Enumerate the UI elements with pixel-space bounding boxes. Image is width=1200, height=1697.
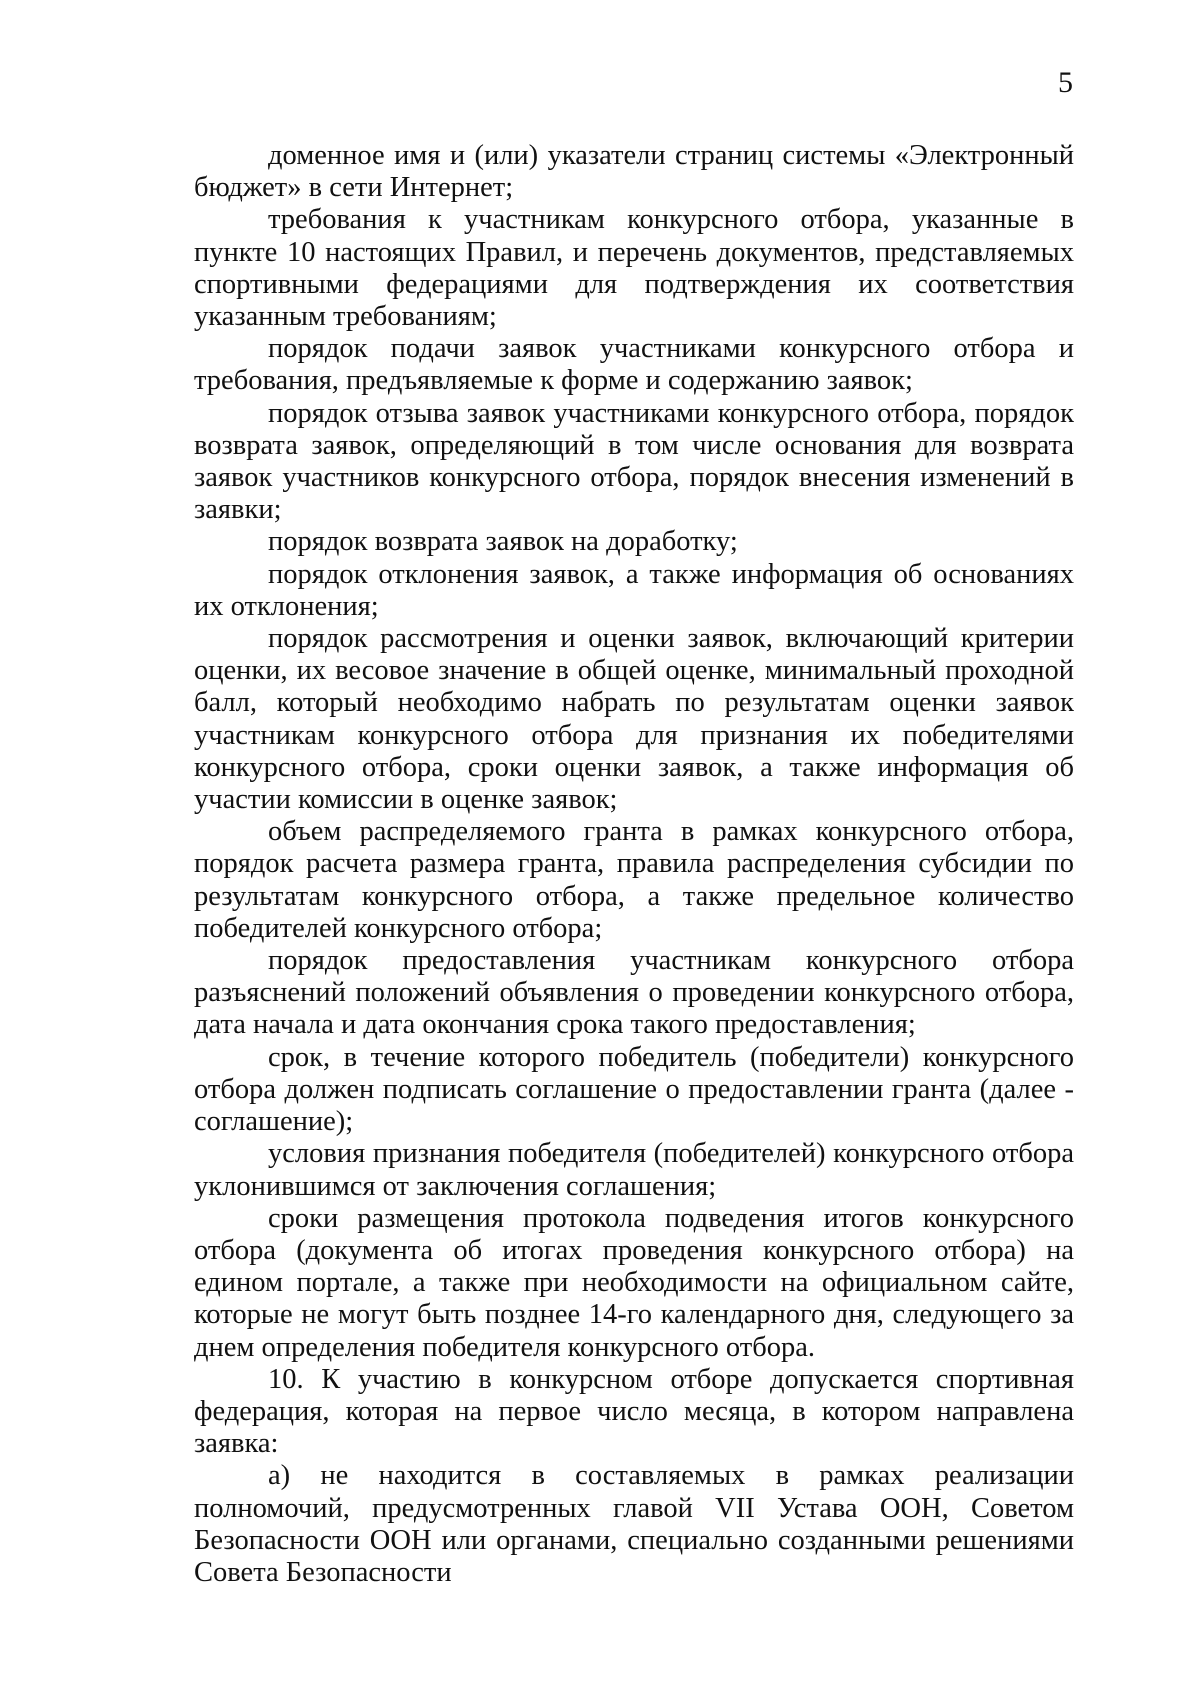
paragraph-application-submission: порядок подачи заявок участниками конкурсного отбора и требования, предъявляемые к форме и содержанию заявок; <box>194 333 1074 397</box>
paragraph-grant-volume: объем распределяемого гранта в рамках конкурсного отбора, порядок расчета размера гранта, правила распределения субсидии по результатам конкурсного отбора, а также предельное количество победителей конкурсного отбора; <box>194 816 1074 944</box>
document-body <box>194 140 1074 1589</box>
paragraph-return-for-revision: порядок возврата заявок на доработку; <box>268 526 738 558</box>
paragraph-protocol-publication: сроки размещения протокола подведения итогов конкурсного отбора (документа об итогах проведения конкурсного отбора) на едином портале, а также при необходимости на официальном сайте, которые не могут быть позднее 14-го календарного дня, следующего за днем определения победителя конкурсного отбора. <box>194 1202 1074 1363</box>
paragraph-agreement-deadline: срок, в течение которого победитель (победители) конкурсного отбора должен подписать соглашение о предоставлении гранта (далее - соглашение); <box>194 1041 1074 1138</box>
paragraph-participant-requirements: требования к участникам конкурсного отбора, указанные в пункте 10 настоящих Правил, и перечень документов, представляемых спортивными федерациями для подтверждения их соответствия указанным требованиям; <box>194 204 1074 333</box>
paragraph-section-10: 10. К участию в конкурсном отборе допускается спортивная федерация, которая на первое число месяца, в котором направлена заявка: <box>194 1363 1074 1460</box>
page-number: 5 <box>1058 66 1073 99</box>
paragraph-evaluation-procedure: порядок рассмотрения и оценки заявок, включающий критерии оценки, их весовое значение в общей оценке, минимальный проходной балл, который необходимо набрать по результатам оценки заявок участникам конкурсного отбора для признания их победителями конкурсного отбора, сроки оценки заявок, а также информация об участии комиссии в оценке заявок; <box>194 623 1074 816</box>
paragraph-evasion-conditions: условия признания победителя (победителей) конкурсного отбора уклонившимся от заключения соглашения; <box>194 1138 1074 1202</box>
paragraph-application-withdrawal: порядок отзыва заявок участниками конкурсного отбора, порядок возврата заявок, определяющий в том числе основания для возврата заявок участников конкурсного отбора, порядок внесения изменений в заявки; <box>194 397 1074 526</box>
paragraph-domain-name: доменное имя и (или) указатели страниц системы «Электронный бюджет» в сети Интернет; <box>194 140 1074 204</box>
paragraph-application-rejection: порядок отклонения заявок, а также информация об основаниях их отклонения; <box>194 558 1074 622</box>
paragraph-item-a: а) не находится в составляемых в рамках реализации полномочий, предусмотренных главой VII Устава ООН, Советом Безопасности ООН или органами, специально созданными решениями Совета Безопасности <box>194 1460 1074 1588</box>
paragraph-clarifications: порядок предоставления участникам конкурсного отбора разъяснений положений объявления о проведении конкурсного отбора, дата начала и дата окончания срока такого предоставления; <box>194 945 1074 1041</box>
